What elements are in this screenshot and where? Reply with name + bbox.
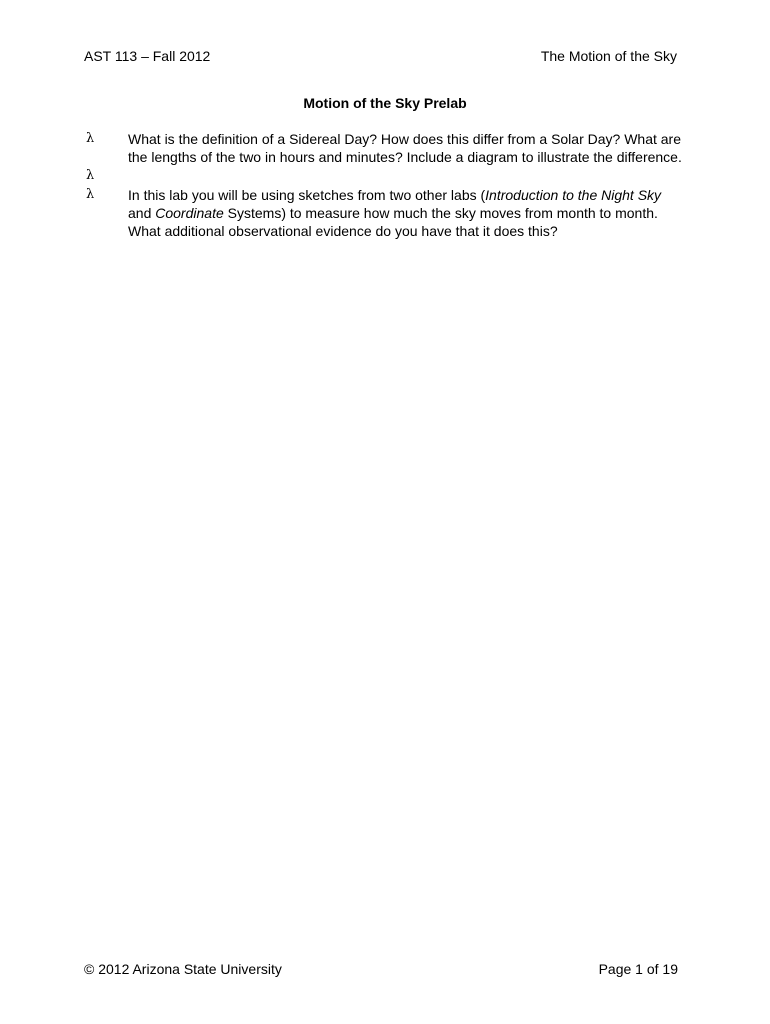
lambda-bullet-icon: λ bbox=[86, 168, 95, 183]
question-3-italic-night-sky: Introduction to the Night Sky bbox=[485, 187, 662, 203]
question-3-part2: and bbox=[128, 205, 156, 221]
lambda-bullet-icon: λ bbox=[86, 187, 95, 202]
header-lab-title: The Motion of the Sky bbox=[540, 48, 677, 64]
page-title: Motion of the Sky Prelab bbox=[303, 95, 467, 111]
footer-page-number: Page 1 of 19 bbox=[598, 961, 678, 977]
question-3 bbox=[84, 186, 684, 240]
question-3-part1: In this lab you will be using sketches from two other labs ( bbox=[128, 187, 486, 203]
question-3-text bbox=[128, 186, 684, 240]
question-list bbox=[84, 130, 684, 241]
question-1 bbox=[84, 130, 684, 166]
header-course: AST 113 – Fall 2012 bbox=[84, 48, 211, 64]
question-1-text: What is the definition of a Sidereal Day? How does this differ from a Solar Day? What are the lengths of the two in hours and minutes? Include a diagram to illustrate the difference. bbox=[128, 131, 682, 165]
lambda-bullet-icon: λ bbox=[86, 131, 95, 146]
question-3-part3: Systems) to measure how much the sky moves from month to month. What additional observational evidence do you have that it does this? bbox=[128, 205, 658, 239]
question-3-italic-coordinate: Coordinate bbox=[155, 205, 224, 221]
footer-copyright: © 2012 Arizona State University bbox=[84, 961, 282, 977]
question-2 bbox=[84, 167, 684, 185]
